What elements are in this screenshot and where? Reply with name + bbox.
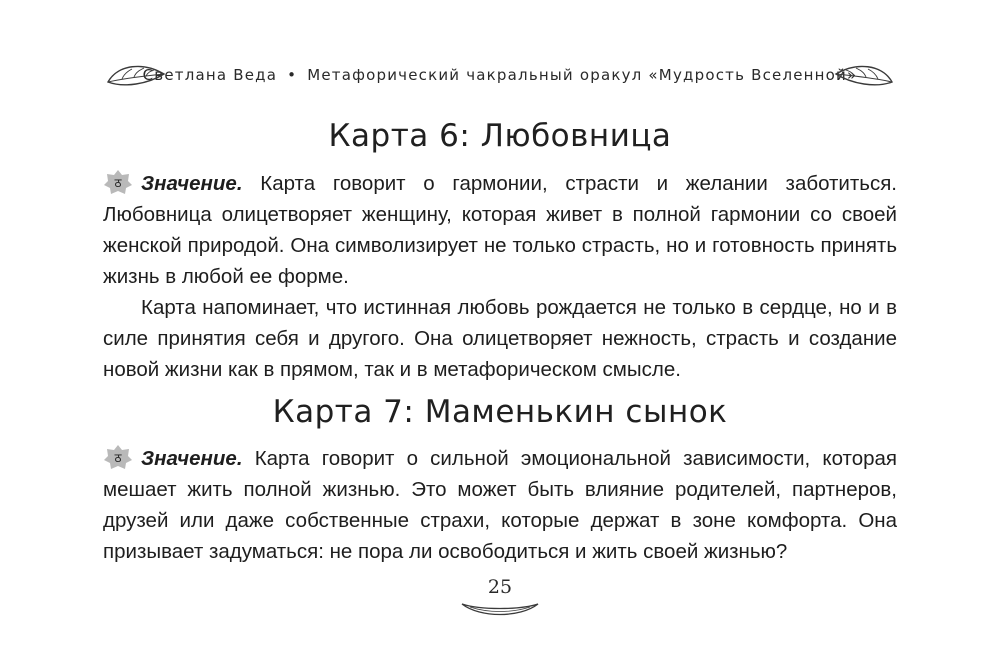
chakra-lotus-icon — [103, 169, 133, 195]
card-6-meaning — [103, 168, 897, 385]
page-number: 25 — [487, 576, 513, 598]
header-author: Светлана Веда — [142, 66, 278, 84]
leaf-icon — [104, 60, 168, 90]
card-6-paragraph-2: Карта напоминает, что истинная любовь рождается не только в сердце, но и в силе принятия себя и другого. Она олицетворяет нежность, страсть и создание новой жизни как в прямом, так и в метафорическом смысле. — [103, 296, 897, 381]
card-6-paragraph-1-text: Карта говорит о гармонии, страсти и желании заботиться. Любовница олицетворяет женщину, которая живет в полной гармонии со своей женской природой. Она символизирует не только страсть, но и готовность принять жизнь в любой ее форме. — [103, 172, 897, 288]
leaf-icon — [832, 60, 896, 90]
card-6-title: Карта 6: Любовница — [328, 118, 672, 154]
card-6-paragraph-1 — [103, 168, 897, 292]
header-separator: • — [287, 66, 298, 84]
leaf-icon — [458, 598, 542, 620]
card-7-paragraph-1-text: Карта говорит о сильной эмоциональной зависимости, которая мешает жить полной жизнью. Это может быть влияние родителей, партнеров, друзей или даже собственные страхи, которые держат в зоне комфорта. Она призывает задуматься: не пора ли освободиться и жить своей жизнью? — [103, 447, 898, 563]
svg-text:ठ: ठ — [114, 176, 122, 190]
card-7-meaning — [103, 443, 897, 567]
header-book-title: Метафорический чакральный оракул «Мудрость Вселенной» — [307, 66, 858, 84]
running-header — [100, 58, 900, 92]
card-7-meaning-label: Значение. — [141, 447, 243, 470]
card-7-title: Карта 7: Маменькин сынок — [272, 394, 728, 430]
card-6-meaning-label: Значение. — [141, 172, 243, 195]
svg-text:ठ: ठ — [114, 451, 122, 465]
chakra-lotus-icon — [103, 444, 133, 470]
card-7-paragraph-1 — [103, 443, 897, 567]
